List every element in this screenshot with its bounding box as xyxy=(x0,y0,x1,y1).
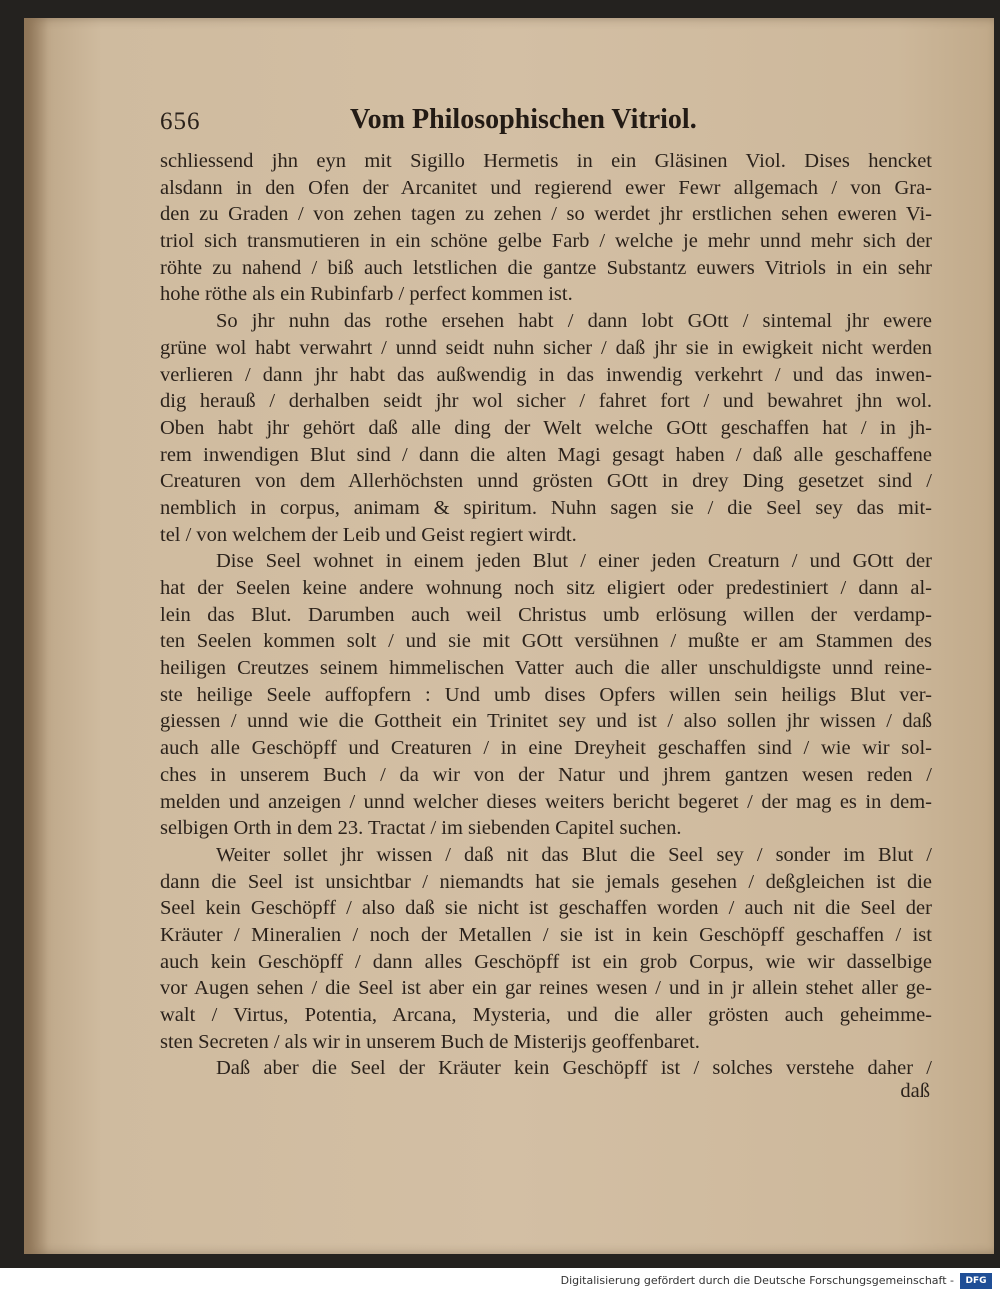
text-line: rem inwendigen Blut sind / dann die alten Magi gesagt haben / daß alle geschaffene xyxy=(160,443,932,466)
text-line: schliessend jhn eyn mit Sigillo Hermetis in ein Gläsinen Viol. Dises hencket xyxy=(160,150,932,172)
text-line: Kräuter / Mineralien / noch der Metallen / sie ist in kein Geschöpff geschaffen / ist xyxy=(160,923,932,946)
text-line: Creaturen von dem Allerhöchsten unnd grösten GOtt in drey Ding gesetzet sind / xyxy=(160,470,932,493)
text-line: auch alle Geschöpff und Creaturen / in eine Dreyheit geschaffen sind / wie wir sol- xyxy=(160,737,932,760)
text-line: dig herauß / derhalben seidt jhr wol sicher / fahret fort / und bewahret jhn wol. xyxy=(160,390,932,413)
dfg-logo-icon: DFG xyxy=(960,1273,992,1289)
text-line: ten Seelen kommen solt / und sie mit GOtt versühnen / mußte er am Stammen des xyxy=(160,630,932,653)
text-line: Seel kein Geschöpff / also daß sie nicht ist geschaffen worden / auch nit die Seel der xyxy=(160,897,932,920)
text-line: sten Secreten / als wir in unserem Buch de Misterijs geoffenbaret. xyxy=(160,1030,700,1053)
footer-credit: Digitalisierung gefördert durch die Deutsche Forschungsgemeinschaft - xyxy=(560,1274,954,1287)
text-line: giessen / unnd wie die Gottheit ein Trinitet sey und ist / also sollen jhr wissen / daß xyxy=(160,710,932,733)
text-line: ches in unserem Buch / da wir von der Natur und jhrem gantzen wesen reden / xyxy=(160,763,932,786)
running-title: Vom Philosophischen Vitriol. xyxy=(350,104,697,135)
text-line: melden und anzeigen / unnd welcher dieses weiters bericht begeret / der mag es in dem- xyxy=(160,790,932,813)
text-line: So jhr nuhn das rothe ersehen habt / dann lobt GOtt / sintemal jhr ewere xyxy=(216,310,932,333)
page-number: 656 xyxy=(160,108,201,135)
text-line: Daß aber die Seel der Kräuter kein Geschöpff ist / solches verstehe daher / xyxy=(216,1057,932,1080)
footer-bar xyxy=(0,1268,1000,1296)
text-line: alsdann in den Ofen der Arcanitet und regierend ewer Fewr allgemach / von Gra- xyxy=(160,176,932,199)
page-header xyxy=(160,104,720,144)
text-line: lein das Blut. Darumben auch weil Christus umb erlösung willen der verdamp- xyxy=(160,603,932,626)
text-line: Oben habt jhr gehört daß alle ding der Welt welche GOtt geschaffen hat / in jh- xyxy=(160,416,932,439)
text-line: röhte zu nahend / biß auch letstlichen die gantze Substantz euwers Vitriols in ein sehr xyxy=(160,256,932,279)
text-line: tel / von welchem der Leib und Geist regiert wirdt. xyxy=(160,523,577,546)
text-line: nemblich in corpus, animam & spiritum. Nuhn sagen sie / die Seel sey das mit- xyxy=(160,496,932,519)
text-line: heiligen Creutzes seinem himmelischen Vatter auch die aller unschuldigste unnd reine- xyxy=(160,657,932,680)
text-line: den zu Graden / von zehen tagen zu zehen / so werdet jhr erstlichen sehen eweren Vi- xyxy=(160,203,932,226)
text-line: grüne wol habt verwahrt / unnd seidt nuhn sicher / daß jhr sie in ewigkeit nicht werden xyxy=(160,336,932,359)
catchword: daß xyxy=(900,1080,930,1102)
text-line: verlieren / dann jhr habt das außwendig in das inwendig verkehrt / und das inwen- xyxy=(160,363,932,386)
text-line: auch kein Geschöpff / dann alles Geschöpff ist ein grob Corpus, wie wir dasselbige xyxy=(160,950,932,973)
body-text xyxy=(160,148,932,1082)
text-line: ste heilige Seele auffopfern : Und umb dises Opfers willen sein heiligs Blut ver- xyxy=(160,683,932,706)
text-line: Dise Seel wohnet in einem jeden Blut / einer jeden Creaturn / und GOtt der xyxy=(216,550,932,573)
text-line: selbigen Orth in dem 23. Tractat / im siebenden Capitel suchen. xyxy=(160,817,682,840)
text-line: triol sich transmutieren in ein schöne gelbe Farb / welche je mehr unnd mehr sich der xyxy=(160,230,932,253)
text-line: walt / Virtus, Potentia, Arcana, Mysteria, und die aller grösten auch geheimme- xyxy=(160,1004,932,1026)
text-line: vor Augen sehen / die Seel ist aber ein gar reines wesen / und in jr allein stehet aller ge- xyxy=(160,977,932,1000)
text-line: Weiter sollet jhr wissen / daß nit das Blut die Seel sey / sonder im Blut / xyxy=(216,843,932,866)
text-line: dann die Seel ist unsichtbar / niemandts hat sie jemals gesehen / deßgleichen ist die xyxy=(160,870,932,893)
text-line: hat der Seelen keine andere wohnung noch sitz eligiert oder predestiniert / dann al- xyxy=(160,577,932,599)
text-line: hohe röthe als ein Rubinfarb / perfect kommen ist. xyxy=(160,283,573,306)
